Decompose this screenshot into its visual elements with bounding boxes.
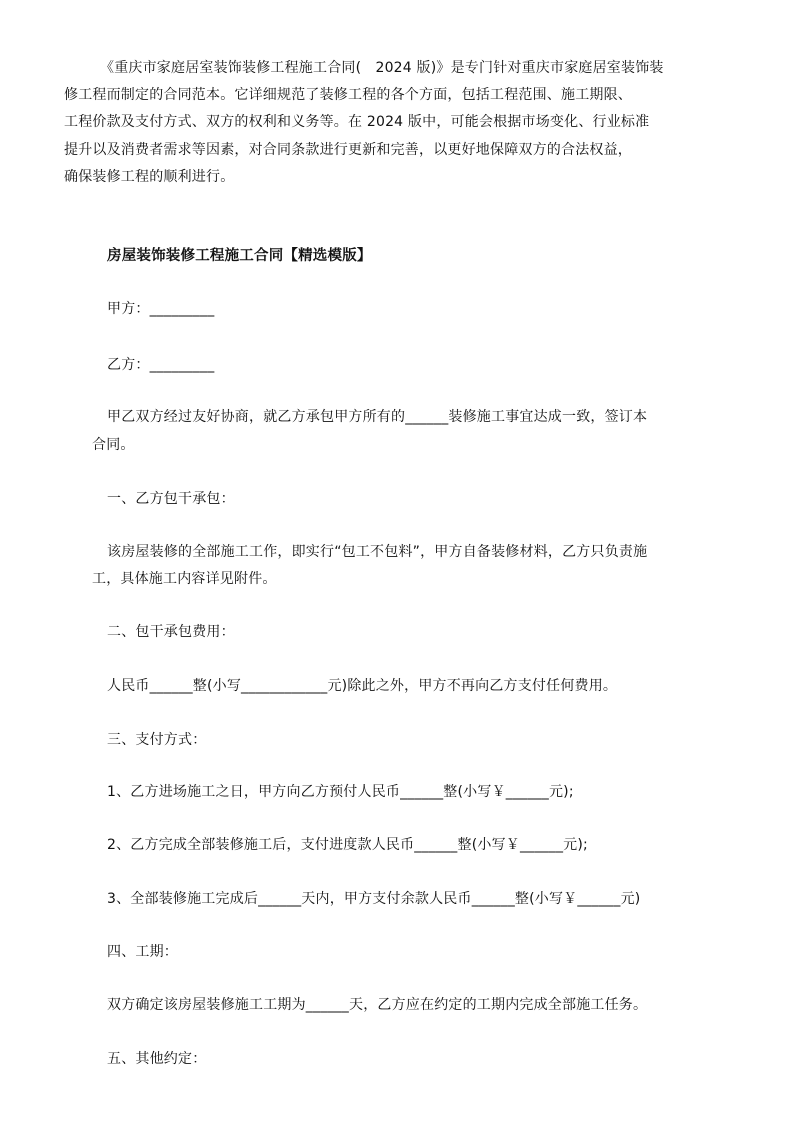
- party-b: 乙方：_________: [107, 357, 215, 373]
- intro-line-1: 《重庆市家庭居室装饰装修工程施工合同( 2024 版)》是专门针对重庆市家庭居室装饰装: [100, 60, 664, 76]
- intro-line-5: 确保装修工程的顺利进行。: [64, 169, 235, 185]
- preamble-line-1: 甲乙双方经过友好协商，就乙方承包甲方所有的______装修施工事宜达成一致，签订本: [107, 409, 648, 425]
- payment-item-3: 3、全部装修施工完成后______天内，甲方支付余款人民币______整(小写￥______元): [107, 891, 641, 907]
- payment-item-2: 2、乙方完成全部装修施工后，支付进度款人民币______整(小写￥______元);: [107, 837, 588, 853]
- preamble-line-2: 合同。: [92, 437, 135, 453]
- section4-text: 双方确定该房屋装修施工工期为______天，乙方应在约定的工期内完成全部施工任务。: [107, 997, 648, 1013]
- section1-heading: 一、乙方包干承包：: [107, 491, 235, 507]
- section4-heading: 四、工期：: [107, 944, 178, 960]
- section2-heading: 二、包干承包费用：: [107, 624, 235, 640]
- party-a: 甲方：_________: [107, 301, 215, 317]
- intro-line-2: 修工程而制定的合同范本。它详细规范了装修工程的各个方面，包括工程范围、施工期限、: [64, 87, 632, 103]
- section2-text: 人民币______整(小写____________元)除此之外，甲方不再向乙方支付任何费用。: [107, 678, 618, 694]
- section3-heading: 三、支付方式：: [107, 732, 207, 748]
- section5-heading: 五、其他约定：: [107, 1051, 207, 1067]
- intro-line-3: 工程价款及支付方式、双方的权利和义务等。在 2024 版中，可能会根据市场变化、行业标准: [64, 114, 650, 130]
- section1-line-1: 该房屋装修的全部施工工作，即实行“包工不包料”，甲方自备装修材料，乙方只负责施: [107, 544, 648, 560]
- contract-title: 房屋装饰装修工程施工合同【精选模版】: [107, 248, 372, 264]
- section1-line-2: 工，具体施工内容详见附件。: [92, 571, 277, 587]
- payment-item-1: 1、乙方进场施工之日，甲方向乙方预付人民币______整(小写￥______元);: [107, 784, 574, 800]
- intro-line-4: 提升以及消费者需求等因素，对合同条款进行更新和完善，以更好地保障双方的合法权益，: [64, 142, 632, 158]
